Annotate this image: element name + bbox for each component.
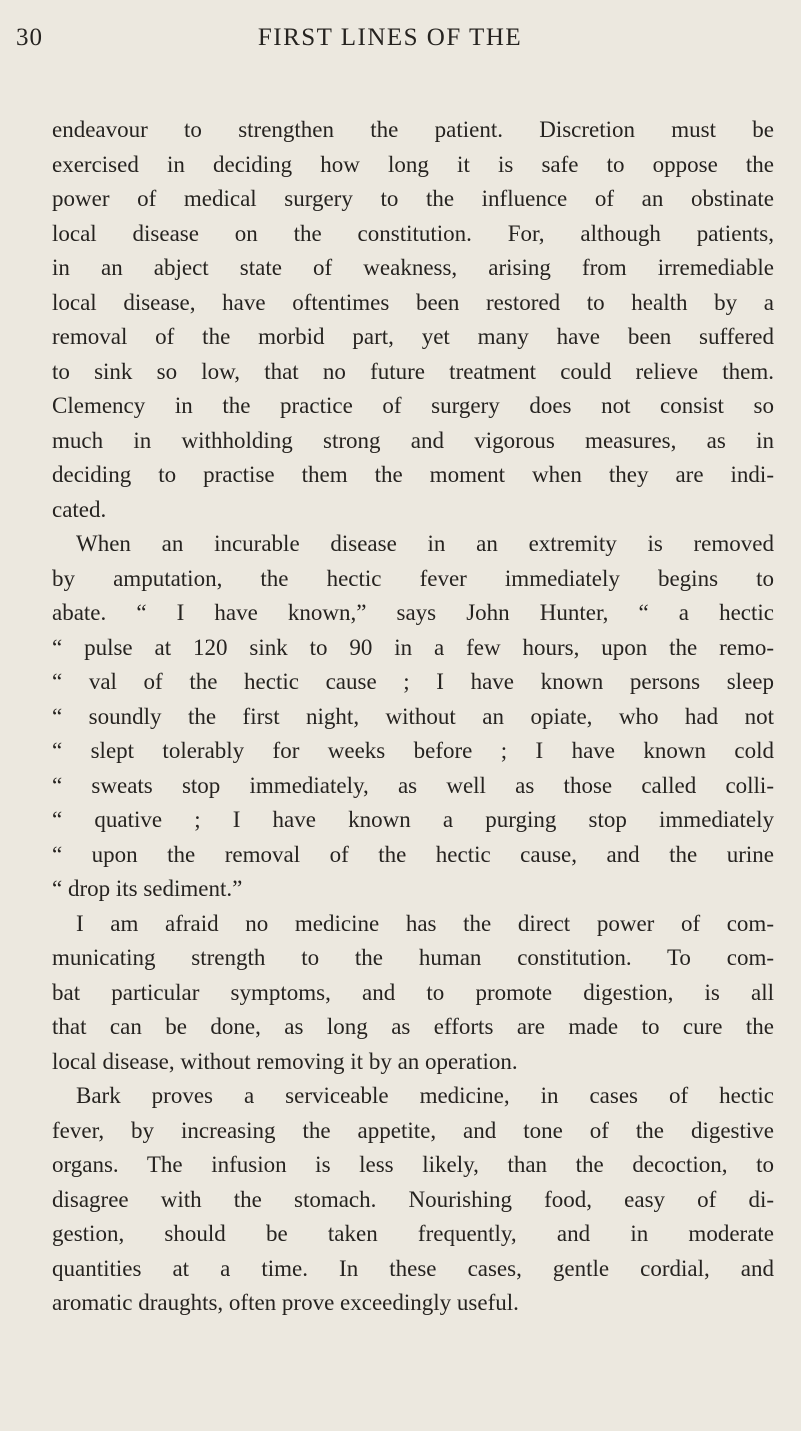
text-line: municating strength to the human constitution. To com- [52, 945, 774, 970]
running-head: FIRST LINES OF THE [257, 24, 523, 51]
quote-line: “ drop its sediment.” [52, 876, 243, 901]
text-line: power of medical surgery to the influence of an obstinate [52, 186, 774, 211]
text-line: cated. [52, 496, 107, 522]
text-line: aromatic draughts, often prove exceedingly useful. [52, 1290, 519, 1315]
quote-line: “ upon the removal of the hectic cause, and the urine [52, 841, 774, 867]
body-text [52, 113, 774, 1321]
text-line: exercised in deciding how long it is safe to oppose the [52, 151, 774, 177]
text-line: gestion, should be taken frequently, and in moderate [52, 1221, 774, 1246]
text-line: deciding to practise them the moment when they are indi- [52, 462, 774, 487]
text-line: by amputation, the hectic fever immediately begins to [52, 565, 774, 591]
text-line: local disease, without removing it by an operation. [52, 1048, 518, 1074]
text-line: in an abject state of weakness, arising from irremediable [52, 255, 774, 280]
paragraph-start-line: When an incurable disease in an extremity is removed [76, 531, 774, 556]
page-number: 30 [16, 24, 43, 51]
quote-line: “ slept tolerably for weeks before ; I have known cold [52, 738, 774, 763]
text-line: organs. The infusion is less likely, than the decoction, to [52, 1152, 774, 1177]
text-line: local disease on the constitution. For, although patients, [52, 220, 774, 246]
text-line: Clemency in the practice of surgery does not consist so [52, 393, 774, 418]
text-line: disagree with the stomach. Nourishing food, easy of di- [52, 1186, 774, 1212]
quote-line: “ val of the hectic cause ; I have known persons sleep [52, 669, 774, 694]
quote-line: “ soundly the first night, without an opiate, who had not [52, 703, 774, 729]
text-line: fever, by increasing the appetite, and tone of the digestive [52, 1117, 774, 1143]
text-line: that can be done, as long as efforts are made to cure the [52, 1014, 774, 1039]
quote-line: “ sweats stop immediately, as well as those called colli- [52, 772, 774, 798]
text-line: local disease, have oftentimes been restored to health by a [52, 289, 774, 315]
page-header [0, 24, 801, 64]
text-line: abate. “ I have known,” says John Hunter, “ a hectic [52, 600, 774, 625]
text-line: removal of the morbid part, yet many have been suffered [52, 324, 774, 349]
text-line: much in withholding strong and vigorous measures, as in [52, 427, 774, 453]
quote-line: “ pulse at 120 sink to 90 in a few hours, upon the remo- [52, 634, 774, 660]
text-line: quantities at a time. In these cases, gentle cordial, and [52, 1255, 774, 1281]
quote-line: “ quative ; I have known a purging stop immediately [52, 807, 774, 832]
text-line: to sink so low, that no future treatment could relieve them. [52, 358, 774, 384]
text-line: endeavour to strengthen the patient. Discretion must be [52, 117, 774, 142]
text-line: bat particular symptoms, and to promote digestion, is all [52, 979, 774, 1005]
paragraph-start-line: Bark proves a serviceable medicine, in cases of hectic [76, 1083, 774, 1108]
paragraph-start-line: I am afraid no medicine has the direct power of com- [76, 910, 774, 936]
